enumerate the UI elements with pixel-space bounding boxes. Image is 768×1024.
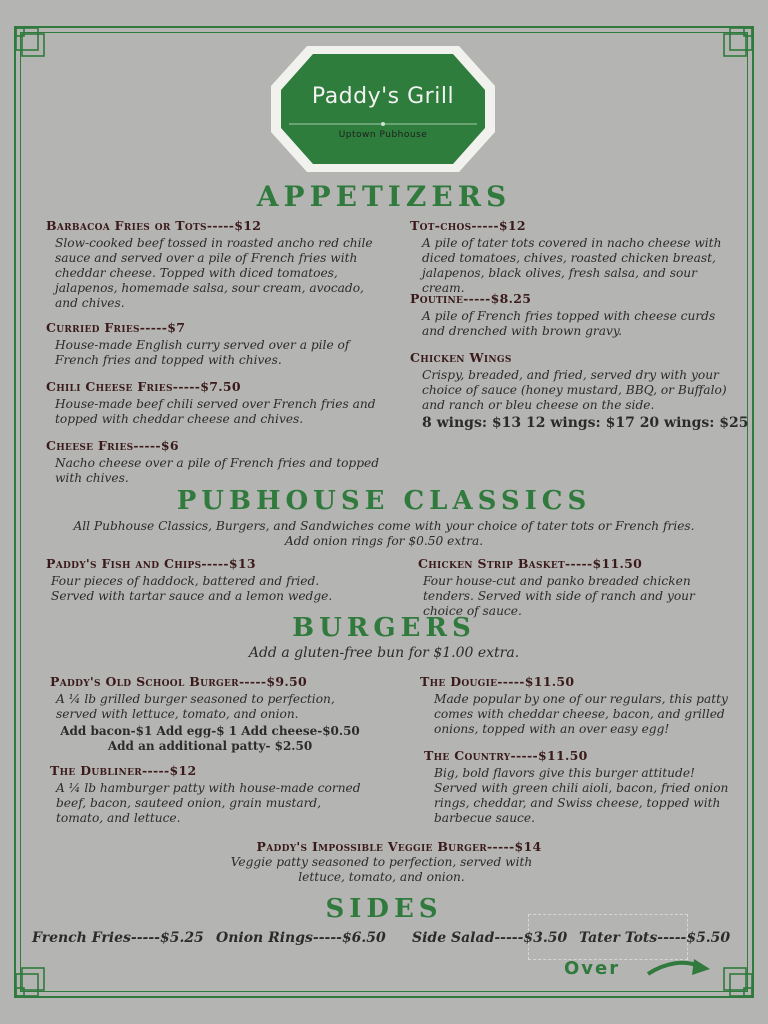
item-name: Paddy's Fish and Chips-----$13 [46,556,256,571]
item-description: Crispy, breaded, and fried, served dry with your choice of sauce (honey mustard, BBQ, or Buffalo) and ranch or bleu cheese on the side. [422,368,727,412]
arrow-right-icon [646,956,712,980]
item-name: Chicken Wings [410,350,512,365]
item-name: Poutine-----$8.25 [410,291,532,306]
item-description: lettuce, tomato, and onion. [298,870,465,884]
section-heading-appetizers: APPETIZERS [256,180,512,213]
item-name: Tot-chos-----$12 [410,218,526,233]
item-description: A pile of French fries topped with cheese curds and drenched with brown gravy. [422,309,716,338]
item-description: A ¼ lb grilled burger seasoned to perfection, served with lettuce, tomato, and onion. [56,692,335,721]
item-description: Four pieces of haddock, battered and fried. Served with tartar sauce and a lemon wedge. [51,574,333,603]
corner-ornament-icon [716,960,756,1000]
item-name: The Dougie-----$11.50 [420,674,575,689]
menu-item [420,674,740,737]
item-description: House-made beef chili served over French fries and topped with cheddar cheese and chives. [55,397,376,426]
item-name: Barbacoa Fries or Tots-----$12 [46,218,262,233]
item-description: Slow-cooked beef tossed in roasted ancho red chile sauce and served over a pile of French fries with cheddar cheese. Topped with diced tomatoes, jalapenos, homemade salsa, sour cream, avocado, and chives. [55,236,373,310]
item-name: The Dubliner-----$12 [50,763,197,778]
burgers-note: Add a gluten-free bun for $1.00 extra. [248,645,520,661]
menu-item [410,218,735,296]
wings-prices: 8 wings: $13 12 wings: $17 20 wings: $25 [422,415,749,431]
menu-item [46,379,386,427]
side-item: Onion Rings-----$6.50 [216,930,386,946]
item-description: House-made English curry served over a pile of French fries and topped with chives. [55,338,350,367]
section-heading-burgers: BURGERS [292,613,476,643]
menu-item [424,748,740,826]
section-heading-sides: SIDES [325,894,443,924]
item-name: Chicken Strip Basket-----$11.50 [418,556,643,571]
corner-ornament-icon [716,24,756,64]
classics-note: All Pubhouse Classics, Burgers, and Sandwiches come with your choice of tater tots or French fries. [73,519,695,533]
item-name: Paddy's Impossible Veggie Burger-----$14 [256,839,542,854]
logo-title: Paddy's Grill [311,84,455,109]
item-name: Chili Cheese Fries-----$7.50 [46,379,241,394]
side-item: Tater Tots-----$5.50 [579,930,731,946]
side-item: French Fries-----$5.25 [32,930,204,946]
over-label: Over [564,958,621,979]
corner-ornament-icon [12,24,52,64]
menu-item [46,218,386,311]
corner-ornament-icon [12,960,52,1000]
menu-item [46,320,396,368]
menu-item [410,291,735,339]
item-description: Big, bold flavors give this burger attitude! Served with green chili aioli, bacon, fried onion rings, cheddar, and Swiss cheese, topped with barbecue sauce. [434,766,729,825]
item-description: Made popular by one of our regulars, this patty comes with cheddar cheese, bacon, and grilled onions, topped with an over easy egg! [434,692,728,736]
section-heading-classics: PUBHOUSE CLASSICS [176,486,592,516]
menu-item [410,350,735,413]
item-description: A pile of tater tots covered in nacho cheese with diced tomatoes, chives, roasted chicken breast, jalapenos, black olives, fresh salsa, and sour cream. [422,236,722,295]
logo-badge [267,42,499,176]
menu-item [0,839,768,885]
item-description: Veggie patty seasoned to perfection, served with [230,855,533,869]
classics-note-onion: Add onion rings for $0.50 extra. [284,534,484,548]
menu-item [50,674,370,754]
addons-line: Add bacon-$1 Add egg-$ 1 Add cheese-$0.50 [60,724,360,738]
addons-line: Add an additional patty- $2.50 [107,739,313,753]
item-name: Curried Fries-----$7 [46,320,186,335]
item-description: A ¼ lb hamburger patty with house-made corned beef, bacon, sauteed onion, grain mustard, tomato, and lettuce. [56,781,361,825]
side-item: Side Salad-----$3.50 [412,930,568,946]
menu-item [418,556,738,619]
logo-tagline: Uptown Pubhouse [338,130,428,140]
menu-item [50,763,370,826]
menu-item [46,556,366,604]
item-description: Nacho cheese over a pile of French fries and topped with chives. [55,456,380,485]
item-name: The Country-----$11.50 [424,748,588,763]
menu-item [46,438,386,486]
item-name: Cheese Fries-----$6 [46,438,179,453]
item-description: Four house-cut and panko breaded chicken tenders. Served with side of ranch and your choice of sauce. [423,574,695,618]
item-name: Paddy's Old School Burger-----$9.50 [50,674,308,689]
